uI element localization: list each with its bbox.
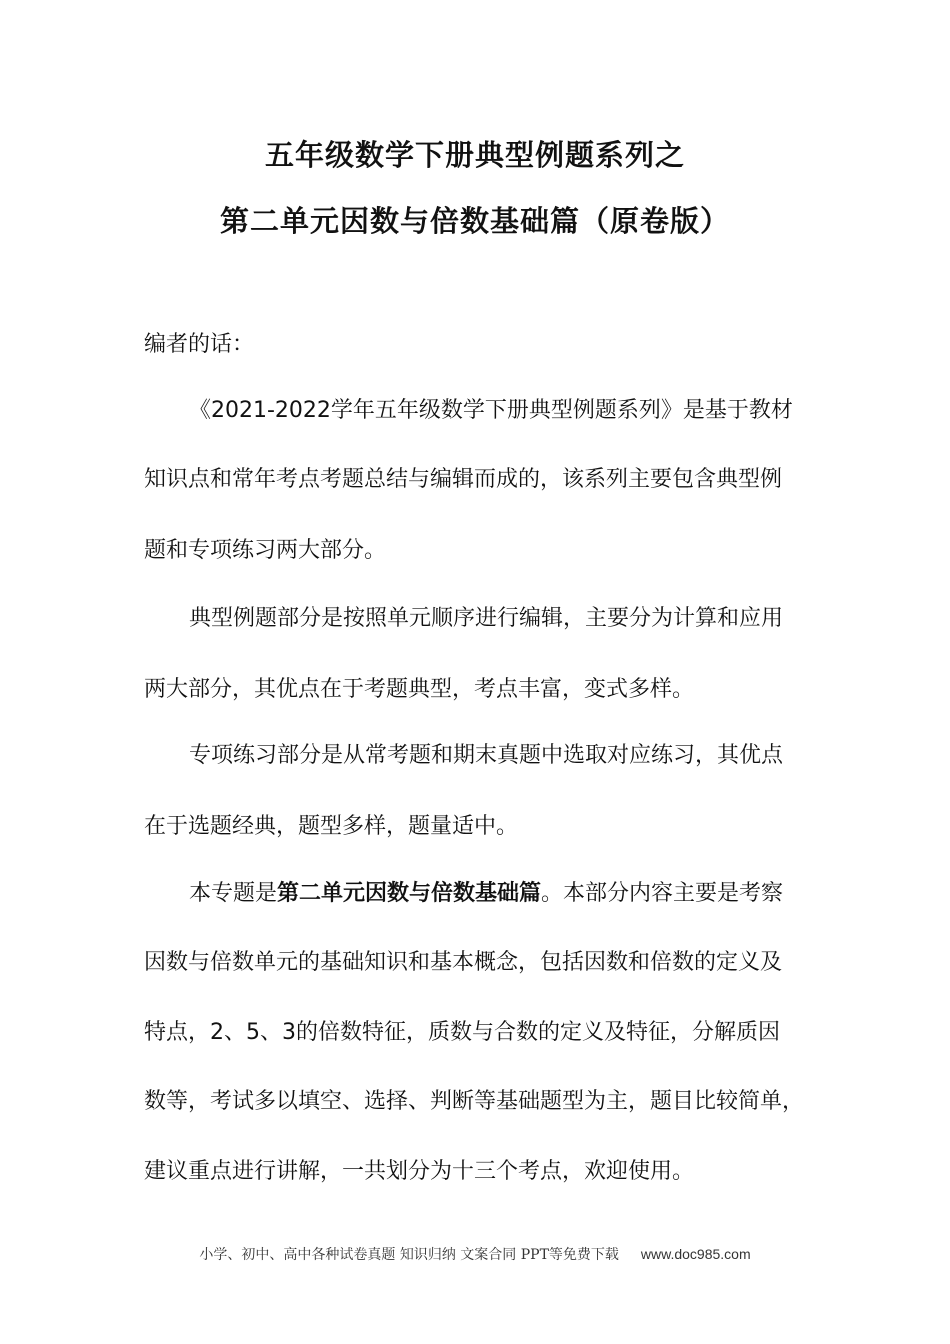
paragraph-line: 在于选题经典，题型多样，题量适中。 xyxy=(144,814,519,839)
topic-paragraph-line xyxy=(189,879,783,909)
paragraph-line: 专项练习部分是从常考题和期末真题中选取对应练习，其优点 xyxy=(189,743,784,768)
paragraph-line: 题和专项练习两大部分。 xyxy=(144,538,387,563)
page-footer xyxy=(0,1244,950,1264)
footer-url[interactable]: www.doc985.com xyxy=(640,1246,751,1262)
paragraph-line: 数等，考试多以填空、选择、判断等基础题型为主，题目比较简单， xyxy=(144,1089,805,1114)
paragraph-line: 特点，2、5、3的倍数特征，质数与合数的定义及特征，分解质因 xyxy=(144,1020,780,1045)
paragraph-line: 建议重点进行讲解，一共划分为十三个考点，欢迎使用。 xyxy=(144,1159,695,1184)
editor-note-heading: 编者的话： xyxy=(144,332,255,357)
paragraph-line: 知识点和常年考点考题总结与编辑而成的，该系列主要包含典型例 xyxy=(144,467,783,492)
document-title-line2: 第二单元因数与倍数基础篇（原卷版） xyxy=(219,204,730,238)
document-title-line1: 五年级数学下册典型例题系列之 xyxy=(264,138,685,172)
paragraph-line: 因数与倍数单元的基础知识和基本概念，包括因数和倍数的定义及 xyxy=(144,950,783,975)
topic-rest: 。本部分内容主要是考察 xyxy=(541,881,784,906)
footer-text: 小学、初中、高中各种试卷真题 知识归纳 文案合同 PPT等免费下载 xyxy=(199,1247,619,1263)
topic-intro: 本专题是 xyxy=(189,881,278,906)
paragraph-line: 两大部分，其优点在于考题典型，考点丰富，变式多样。 xyxy=(144,677,695,702)
paragraph-line: 典型例题部分是按照单元顺序进行编辑，主要分为计算和应用 xyxy=(189,606,784,631)
topic-name: 第二单元因数与倍数基础篇 xyxy=(277,881,542,906)
paragraph-line: 《2021-2022学年五年级数学下册典型例题系列》是基于教材 xyxy=(189,398,793,423)
